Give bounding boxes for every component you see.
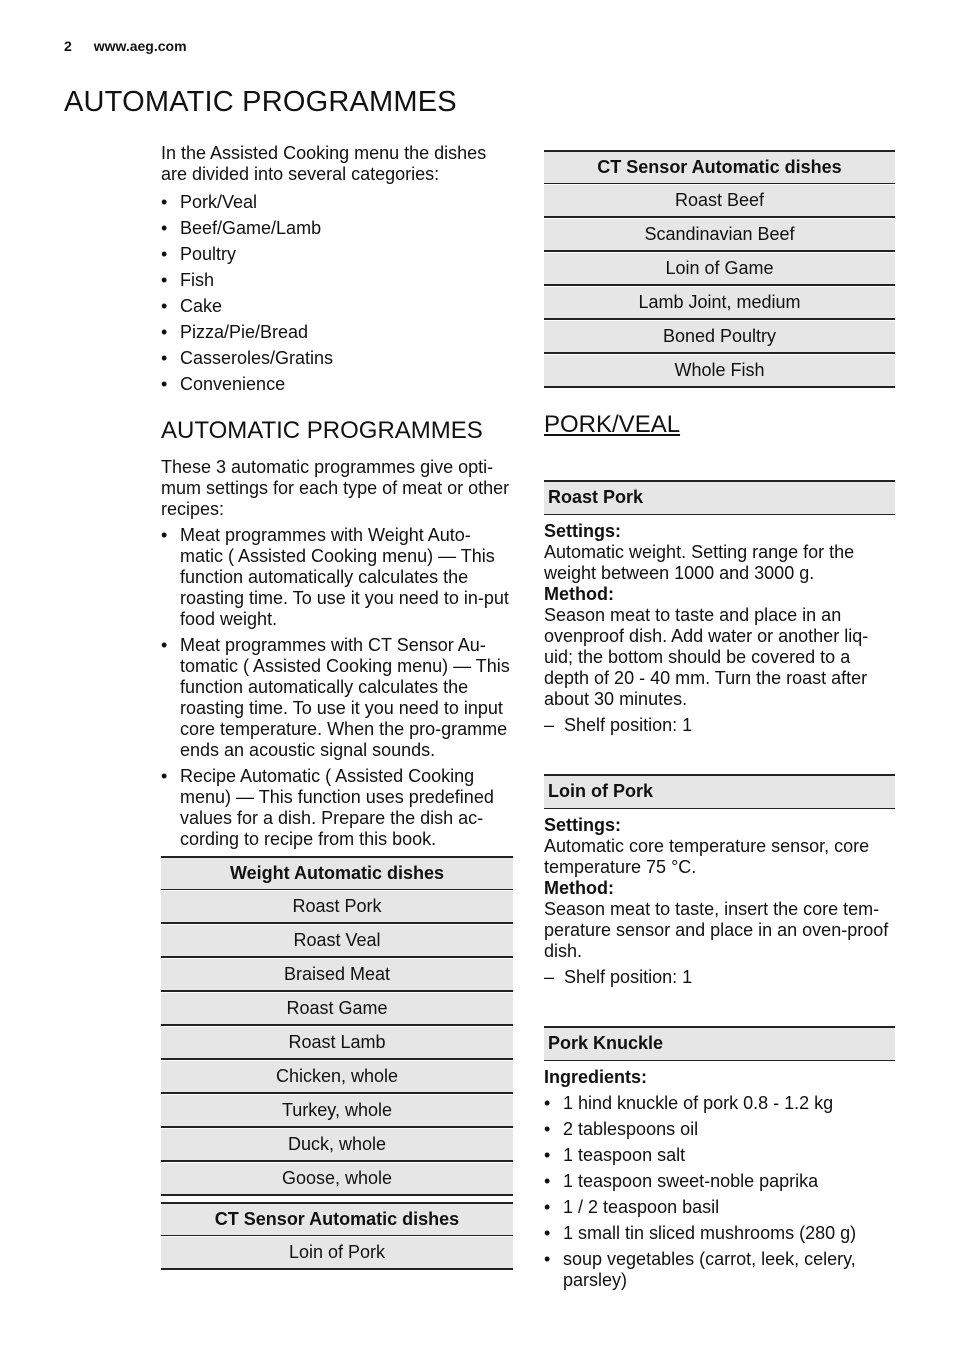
- left-column: [161, 143, 513, 1270]
- list-item: • 1 hind knuckle of pork 0.8 - 1.2 kg: [544, 1093, 895, 1114]
- dash: –: [544, 967, 555, 987]
- list-item: • Cake: [161, 293, 513, 319]
- list-item: • 1 teaspoon sweet-noble paprika: [544, 1171, 895, 1192]
- right-column: [544, 150, 895, 1329]
- recipe-title: Loin of Pork: [544, 774, 895, 809]
- shelf-text: Shelf position: 1: [564, 715, 693, 735]
- recipe-title: Pork Knuckle: [544, 1026, 895, 1061]
- list-item: • 2 tablespoons oil: [544, 1119, 895, 1140]
- list-item: • Beef/Game/Lamb: [161, 215, 513, 241]
- method-text: Season meat to taste, insert the core tem-perature sensor and place in an oven-proof dish.: [544, 899, 889, 961]
- shelf-position: [544, 715, 895, 736]
- table-row: Whole Fish: [544, 355, 895, 388]
- table-row: Boned Poultry: [544, 321, 895, 354]
- ct-sensor-table-continued: [544, 150, 895, 388]
- method-text: Season meat to taste and place in an ovenproof dish. Add water or another liq-uid; the bottom should be covered to a depth of 20 - 40 mm. Turn the roast after about 30 minutes.: [544, 605, 869, 709]
- table-row: Roast Game: [161, 993, 513, 1026]
- table-row: Turkey, whole: [161, 1095, 513, 1128]
- table-row: Roast Beef: [544, 185, 895, 218]
- category-list: [161, 189, 513, 397]
- list-item: • Meat programmes with CT Sensor Au-tomatic ( Assisted Cooking menu) — This function automatically calculates the roasting time. To use it you need to input core temperature. When the pro-gramme ends an acoustic signal sounds.: [161, 635, 513, 761]
- page-number: 2: [64, 38, 72, 54]
- table-row: Chicken, whole: [161, 1061, 513, 1094]
- table-header: Weight Automatic dishes: [161, 858, 513, 890]
- recipe-pork-knuckle: [544, 1026, 895, 1291]
- method-label: Method:: [544, 878, 614, 898]
- list-item: • Fish: [161, 267, 513, 293]
- shelf-position: [544, 967, 895, 988]
- table-header: CT Sensor Automatic dishes: [544, 152, 895, 184]
- page-header: [64, 38, 187, 54]
- intro-text: In the Assisted Cooking menu the dishes are divided into several categories:: [161, 143, 487, 184]
- recipe-roast-pork: [544, 480, 895, 736]
- ingredient-list: [544, 1093, 895, 1291]
- recipe-loin-of-pork: [544, 774, 895, 988]
- settings-text: Automatic core temperature sensor, core temperature 75 °C.: [544, 836, 870, 877]
- list-item: • 1 teaspoon salt: [544, 1145, 895, 1166]
- table-row: Loin of Game: [544, 253, 895, 286]
- table-row: Scandinavian Beef: [544, 219, 895, 252]
- table-row: Lamb Joint, medium: [544, 287, 895, 320]
- list-item: • Meat programmes with Weight Auto-matic ( Assisted Cooking menu) — This function automatically calculates the roasting time. To use it you need to in-put food weight.: [161, 525, 513, 630]
- table-row: Roast Lamb: [161, 1027, 513, 1060]
- section-intro: These 3 automatic programmes give opti-mum settings for each type of meat or other recipes:: [161, 457, 510, 519]
- ingredients-label: Ingredients:: [544, 1067, 648, 1087]
- list-item: • Convenience: [161, 371, 513, 397]
- settings-text: Automatic weight. Setting range for the weight between 1000 and 3000 g.: [544, 542, 855, 583]
- list-item: • Casseroles/Gratins: [161, 345, 513, 371]
- section-title-pork-veal: PORK/VEAL: [544, 411, 681, 438]
- list-item: • Pizza/Pie/Bread: [161, 319, 513, 345]
- list-item: • Pork/Veal: [161, 189, 513, 215]
- recipe-title: Roast Pork: [544, 480, 895, 515]
- table-row: Roast Pork: [161, 891, 513, 924]
- list-item: • Recipe Automatic ( Assisted Cooking menu) — This function uses predefined values for a dish. Prepare the dish ac-cording to recipe from this book.: [161, 766, 513, 850]
- list-item: • Poultry: [161, 241, 513, 267]
- ct-sensor-table: [161, 1202, 513, 1270]
- page-title: AUTOMATIC PROGRAMMES: [64, 86, 457, 118]
- table-row: Loin of Pork: [161, 1237, 513, 1270]
- website-url[interactable]: www.aeg.com: [93, 38, 187, 54]
- table-row: Braised Meat: [161, 959, 513, 992]
- method-label: Method:: [544, 584, 614, 604]
- table-row: Goose, whole: [161, 1163, 513, 1196]
- list-item: • 1 / 2 teaspoon basil: [544, 1197, 895, 1218]
- table-row: Roast Veal: [161, 925, 513, 958]
- list-item: • soup vegetables (carrot, leek, celery, parsley): [544, 1249, 895, 1291]
- settings-label: Settings:: [544, 815, 622, 835]
- table-row: Duck, whole: [161, 1129, 513, 1162]
- section-title: AUTOMATIC PROGRAMMES: [161, 417, 483, 444]
- dash: –: [544, 715, 555, 735]
- settings-label: Settings:: [544, 521, 622, 541]
- list-item: • 1 small tin sliced mushrooms (280 g): [544, 1223, 895, 1244]
- programme-list: [161, 525, 513, 850]
- shelf-text: Shelf position: 1: [564, 967, 693, 987]
- weight-automatic-table: [161, 856, 513, 1196]
- table-header: CT Sensor Automatic dishes: [161, 1204, 513, 1236]
